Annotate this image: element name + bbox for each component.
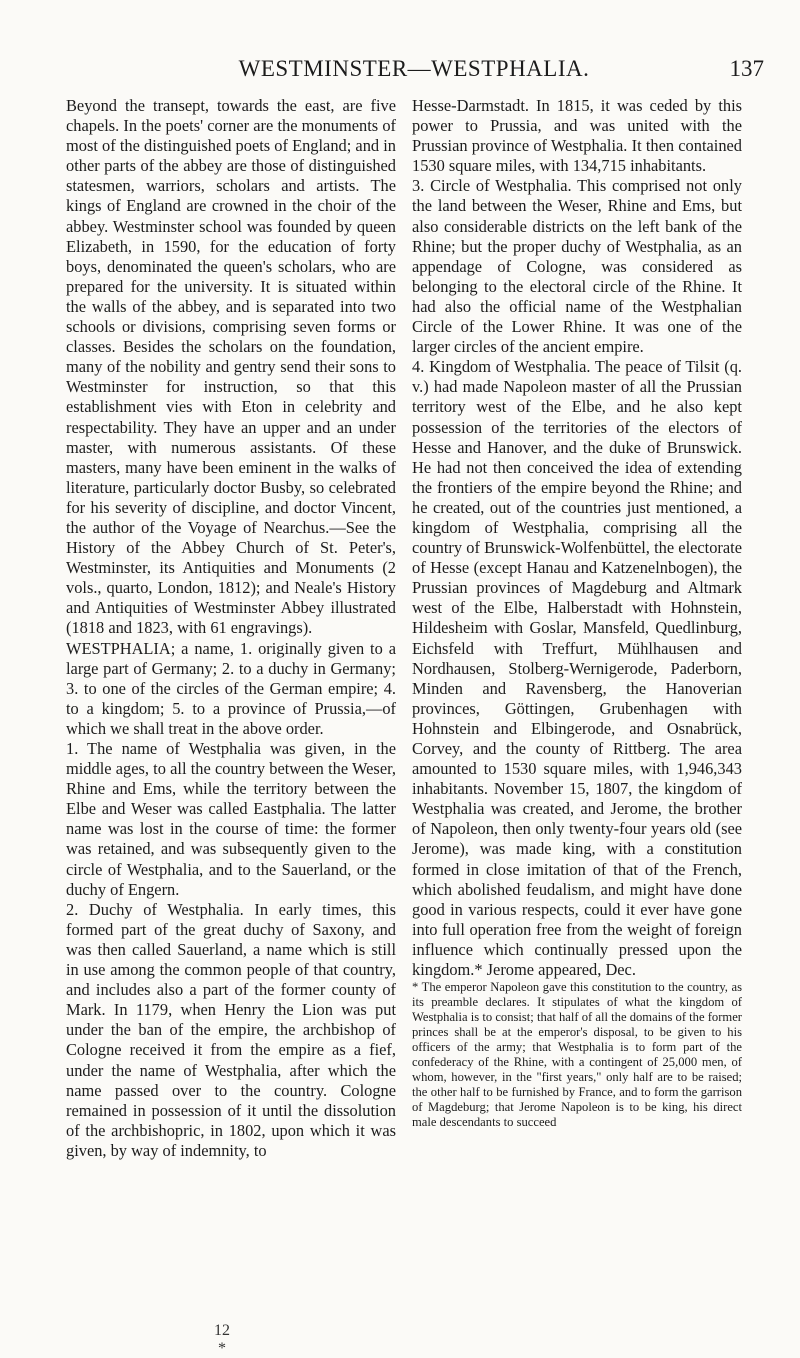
right-column: [412, 96, 742, 1130]
paragraph-westminster: Beyond the transept, towards the east, are five chapels. In the poets' corner are the monuments of most of the distinguished poets of England; and in other parts of the abbey are those of distinguished statesmen, warriors, scholars and artists. The kings of England are crowned in the choir of the abbey. Westminster school was founded by queen Elizabeth, in 1590, for the education of forty boys, denominated the queen's scholars, who are prepared for the university. It is situated within the walls of the abbey, and is separated into two schools or divisions, comprising seven forms or classes. Besides the scholars on the foundation, many of the nobility and gentry send their sons to Westminster for instruction, so that this establishment vies with Eton in celebrity and respectability. They have an upper and an under master, with numerous assistants. Of these masters, many have been eminent in the walks of literature, particularly doctor Busby, so celebrated for his severity of discipline, and doctor Vincent, the author of the Voyage of Nearchus.—See the History of the Abbey Church of St. Peter's, Westminster, its Antiquities and Monuments (2 vols., quarto, London, 1812); and Neale's History and Antiquities of Westminster Abbey illustrated (1818 and 1823, with 61 engravings).: [66, 96, 396, 638]
running-head: WESTMINSTER—WESTPHALIA.: [238, 56, 590, 81]
paragraph-kingdom: 4. Kingdom of Westphalia. The peace of Tilsit (q. v.) had made Napoleon master of all the Prussian territory west of the Elbe, and he also kept possession of the territories of the electors of Hesse and Hanover, and the duke of Brunswick. He had not then conceived the idea of extending the frontiers of the empire beyond the Rhine; and he created, out of the countries just mentioned, a kingdom of Westphalia, comprising all the country of Brunswick-Wolfenbüttel, the electorate of Hesse (except Hanau and Katzenelnbogen), the Prussian provinces of Magdeburg and Altmark west of the Elbe, Halberstadt with Hohnstein, Hildesheim with Goslar, Mansfeld, Quedlinburg, Eichsfeld with Treffurt, Mühlhausen and Nordhausen, Stolberg-Wernigerode, Paderborn, Minden and Ravensberg, the Hanoverian provinces, Göttingen, Grubenhagen with Hohnstein and Elbingerode, and Osnabrück, Corvey, and the county of Rittberg. The area amounted to 1530 square miles, with 1,946,343 inhabitants. November 15, 1807, the kingdom of Westphalia was created, and Jerome, the brother of Napoleon, then only twenty-four years old (see Jerome), was made king, with a constitution formed in close imitation of that of the French, which abolished feudalism, and might have done good in various respects, could it ever have gone into full operation free from the weight of foreign influence which continually pressed upon the kingdom.* Jerome appeared, Dec.: [412, 357, 742, 980]
left-column: [66, 96, 396, 1161]
paragraph-circle: 3. Circle of Westphalia. This comprised not only the land between the Weser, Rhine and Ems, but also considerable districts on the left bank of the Rhine; but the proper duchy of Westphalia, as an appendage of Cologne, was considered as belonging to the electoral circle of the Rhine. It had also the official name of the Westphalian Circle of the Lower Rhine. It was one of the larger circles of the ancient empire.: [412, 176, 742, 357]
signature-text: 12 *: [214, 1322, 230, 1357]
page-header: [64, 56, 764, 92]
footnote: * The emperor Napoleon gave this constitution to the country, as its preamble declares. It stipulates of what the kingdom of Westphalia is to consist; that half of all the domains of the former princes shall be at the emperor's disposal, to be given to his officers of the army; that Westphalia is to form part of the confederacy of the Rhine, with a contingent of 25,000 men, of whom, however, in the "first years," only half are to be raised; the other half to be furnished by France, and to form the garrison of Magdeburg; that Jerome Napoleon is to be king, his direct male descendants to succeed: [412, 980, 742, 1130]
paragraph-name-westphalia: 1. The name of Westphalia was given, in the middle ages, to all the country between the Weser, Rhine and Ems, while the territory between the Elbe and Weser was called Eastphalia. The latter name was lost in the course of time: the former was retained, and was subsequently given to the circle of Westphalia, and to the Sauerland, or the duchy of Engern.: [66, 739, 396, 899]
paragraph-westphalia-intro: WESTPHALIA; a name, 1. originally given to a large part of Germany; 2. to a duchy in Germany; 3. to one of the circles of the German empire; 4. to a kingdom; 5. to a province of Prussia,—of which we shall treat in the above order.: [66, 638, 396, 738]
page-number: 137: [729, 56, 764, 81]
paragraph-duchy: 2. Duchy of Westphalia. In early times, this formed part of the great duchy of Saxony, and was then called Sauerland, a name which is still in use among the common people of that country, and includes also a part of the former county of Mark. In 1179, when Henry the Lion was put under the ban of the empire, the archbishop of Cologne received it from the empire as a fief, under the name of Westphalia, after which the name passed over to the country. Cologne remained in possession of it until the dissolution of the archbishopric, in 1802, upon which it was given, by way of indemnity, to: [66, 899, 396, 1160]
paragraph-hesse-darmstadt: Hesse-Darmstadt. In 1815, it was ceded by this power to Prussia, and was united with the Prussian province of Westphalia. It then contained 1530 square miles, with 134,715 inhabitants.: [412, 96, 742, 176]
